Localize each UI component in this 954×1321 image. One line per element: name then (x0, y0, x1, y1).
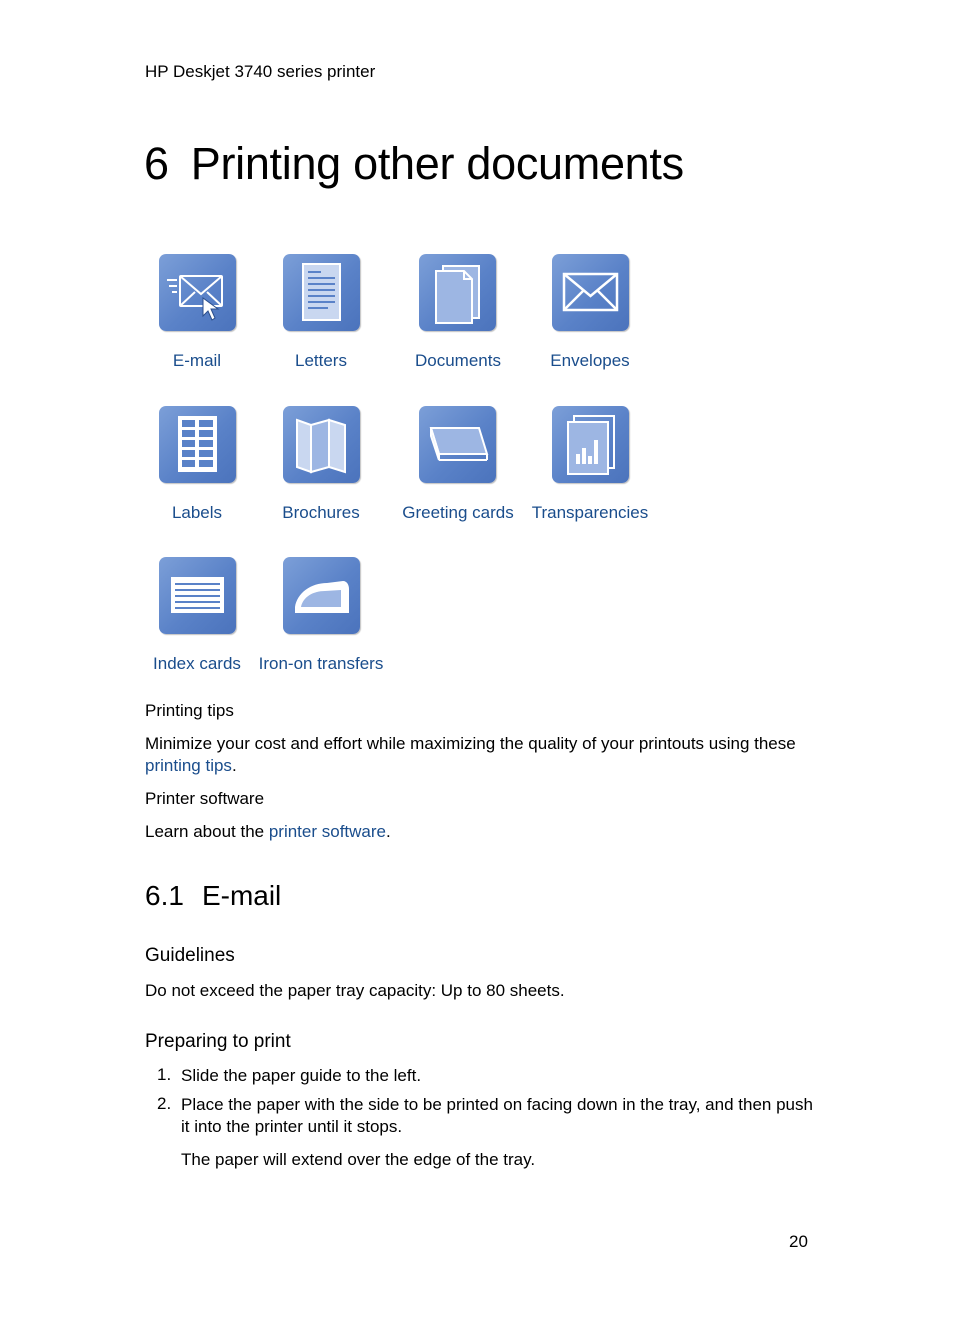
printing-tips-heading: Printing tips (145, 701, 234, 720)
page-number: 20 (789, 1232, 808, 1251)
letter-icon (283, 254, 360, 331)
letters-tile[interactable] (283, 254, 360, 331)
envelopes-label[interactable]: Envelopes (550, 351, 630, 370)
printing-tips-link[interactable]: printing tips (145, 756, 232, 775)
envelope-icon (552, 254, 629, 331)
transparencies-label[interactable]: Transparencies (531, 503, 649, 522)
brochures-label[interactable]: Brochures (282, 503, 360, 522)
preparing-heading: Preparing to print (145, 1031, 291, 1052)
section-title-text: E-mail (201, 880, 282, 911)
greeting-cards-tile[interactable] (419, 406, 496, 483)
step-1-text: Slide the paper guide to the left. (181, 1066, 422, 1085)
guidelines-text: Do not exceed the paper tray capacity: Up to 80 sheets. (145, 981, 565, 1000)
email-tile[interactable] (159, 254, 236, 331)
letters-label[interactable]: Letters (295, 351, 347, 370)
running-header: HP Deskjet 3740 series printer (145, 62, 376, 81)
greeting-card-icon (419, 406, 496, 483)
labels-tile[interactable] (159, 406, 236, 483)
email-label[interactable]: E-mail (172, 351, 222, 370)
printing-tips-text: Minimize your cost and effort while maximizing the quality of your printouts using these (145, 734, 796, 753)
chapter-title-text: Printing other documents (190, 138, 684, 189)
printer-software-period: . (386, 822, 391, 841)
step-2-text: Place the paper with the side to be printed on facing down in the tray, and then push it into the printer until it stops. (181, 1095, 813, 1136)
brochure-icon (283, 406, 360, 483)
greeting-cards-label[interactable]: Greeting cards (402, 503, 514, 522)
step-2-note: The paper will extend over the edge of the tray. (181, 1150, 536, 1169)
iron-on-transfers-label[interactable]: Iron-on transfers (258, 654, 384, 673)
index-card-icon (159, 557, 236, 634)
guidelines-heading: Guidelines (145, 945, 235, 966)
email-icon (159, 254, 236, 331)
index-cards-tile[interactable] (159, 557, 236, 634)
printing-tips-paragraph (145, 733, 815, 777)
documents-icon (419, 254, 496, 331)
documents-label[interactable]: Documents (415, 351, 501, 370)
transparency-icon (552, 406, 629, 483)
chapter-number: 6 (144, 138, 169, 189)
labels-label[interactable]: Labels (171, 503, 223, 522)
printer-software-paragraph (145, 821, 391, 843)
section-title (145, 880, 281, 912)
step-2-number: 2. (157, 1094, 172, 1113)
labels-icon (159, 406, 236, 483)
iron-on-transfers-tile[interactable] (283, 557, 360, 634)
envelopes-tile[interactable] (552, 254, 629, 331)
step-1-number: 1. (157, 1065, 172, 1084)
brochures-tile[interactable] (283, 406, 360, 483)
printer-software-text: Learn about the (145, 822, 269, 841)
printing-tips-period: . (231, 756, 237, 775)
iron-icon (283, 557, 360, 634)
transparencies-tile[interactable] (552, 406, 629, 483)
documents-tile[interactable] (419, 254, 496, 331)
section-number: 6.1 (145, 880, 184, 911)
chapter-title (144, 138, 684, 190)
printer-software-heading: Printer software (145, 789, 265, 808)
index-cards-label[interactable]: Index cards (153, 654, 241, 673)
printer-software-link[interactable]: printer software (268, 822, 386, 841)
